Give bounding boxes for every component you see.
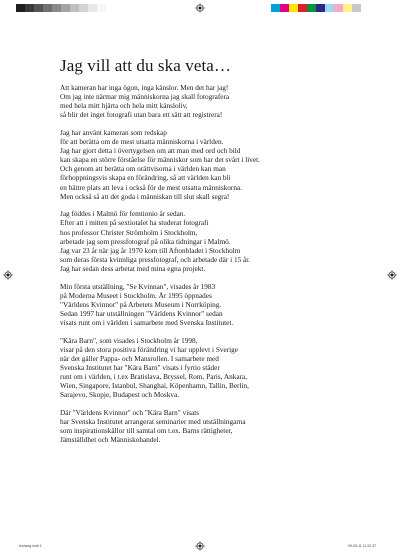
grayscale-swatch: [34, 4, 43, 12]
text-line: Jag har gjort detta i övertygelsen om att man med ord och bild: [60, 147, 241, 156]
file-slug: lerviaeg.indd 1: [19, 544, 42, 548]
text-line: Att kameran har inga ögon, inga känslor. Men det har jag!: [60, 84, 229, 92]
grayscale-swatch: [70, 4, 79, 12]
text-line: med hela mitt hjärta och hela mitt känsloliv,: [60, 102, 188, 111]
grayscale-swatch: [79, 4, 88, 12]
text-line: förhoppningsvis skapa en förändring, så att världen kan bli: [60, 174, 231, 183]
text-line: när det gäller Pappa- och Mansrollen. I samarbete med: [60, 354, 219, 363]
body-text: [60, 84, 360, 454]
text-line: Efter att i mitten på sextiotalet ha studerat fotografi: [60, 219, 209, 228]
text-line: Jag har använt kameran som redskap: [60, 128, 167, 137]
text-line: för att berätta om de mest utsatta människorna i världen.: [60, 138, 224, 147]
grayscale-swatch: [61, 4, 70, 12]
print-timestamp: 09-05-11 11.02.37: [348, 544, 377, 548]
color-swatch: [289, 4, 298, 12]
text-line: Sedan 1997 har utställningen "Världens Kvinnor" sedan: [60, 309, 223, 318]
text-line: Om jag inte närmar mig människorna jag skall fotografera: [60, 93, 230, 102]
text-line: har Svenska Institutet arrangerat seminarier med utställningarna: [60, 417, 246, 426]
text-line: Jämställdhet och Människohandel.: [60, 436, 161, 445]
paragraph: [60, 84, 360, 120]
grayscale-swatch: [43, 4, 52, 12]
page-title: Jag vill att du ska veta…: [60, 56, 232, 75]
registration-mark-icon: [3, 270, 13, 280]
color-swatch: [343, 4, 352, 12]
paragraph: [60, 210, 360, 274]
text-line: "Kära Barn", som visades i Stockholm år 1998,: [60, 336, 198, 345]
text-line: kan skapa en större förståelse för människor som har det svårt i livet.: [60, 156, 260, 165]
grayscale-swatch: [25, 4, 34, 12]
color-swatch: [307, 4, 316, 12]
text-line: Wien, Singapore, Istanbul, Shanghai, Köpenhamn, Tallin, Berlin,: [60, 382, 249, 391]
text-line: hos professor Christer Strömholm i Stockholm,: [60, 228, 198, 237]
color-swatch: [316, 4, 325, 12]
text-line: Och genom att berätta om orättvisorna i världen kan man: [60, 165, 226, 174]
grayscale-swatch: [97, 4, 106, 12]
text-line: en bättre plats att leva i också för de mest utsatta människorna.: [60, 183, 242, 192]
grayscale-swatch: [16, 4, 25, 12]
text-line: arbetade jag som pressfotograf på olika tidningar i Malmö.: [60, 237, 231, 246]
color-swatch: [271, 4, 280, 12]
color-swatch: [352, 4, 361, 12]
grayscale-swatch: [52, 4, 61, 12]
text-line: Där "Världens Kvinnor" och "Kära Barn" visats: [60, 408, 200, 417]
text-line: Min första utställning, "Se Kvinnan", visades år 1983: [60, 282, 216, 291]
color-swatch: [280, 4, 289, 12]
text-line: som inspirationskällor till samtal om t.ex. Barns rättigheter,: [60, 427, 233, 436]
text-line: Svenska Institutet har "Kära Barn" visats i fyrtio städer: [60, 363, 220, 372]
registration-mark-icon: [195, 3, 205, 13]
color-swatch: [334, 4, 343, 12]
text-line: Jag föddes i Malmö för femtionio år sedan.: [60, 210, 186, 219]
text-line: "Världens Kvinnor" på Arbetets Museum i Norrköping.: [60, 300, 222, 309]
color-calibration-bar: [271, 4, 361, 12]
text-line: runt om i världen, i t.ex Bratislava, Bryssel, Rom, Paris, Ankara,: [60, 373, 248, 381]
registration-mark-icon: [387, 270, 397, 280]
paragraph: [60, 129, 360, 202]
color-swatch: [325, 4, 334, 12]
text-line: som deras första kvinnliga pressfotograf, och arbetade där i 15 år.: [60, 255, 251, 264]
text-line: Men också så att det goda i människan till slut skall segra!: [60, 192, 230, 201]
paragraph: [60, 409, 360, 445]
grayscale-swatch: [88, 4, 97, 12]
paragraph: [60, 283, 360, 328]
text-line: Jag var 23 år när jag år 1970 kom till Aftonbladet i Stockholm: [60, 246, 241, 255]
text-line: så blir det inget fotografi utan bara ett sätt att registrera!: [60, 111, 223, 120]
registration-mark-icon: [195, 541, 205, 551]
text-line: visats runt om i världen i samarbete med Svenska Institutet.: [60, 318, 234, 327]
text-line: Sarajevo, Skopje, Budapest och Moskva.: [60, 391, 180, 400]
text-line: visar på den stora positiva förändring vi har upplevt i Sverige: [60, 345, 238, 354]
text-line: på Moderna Museet i Stockholm. År 1995 öppnades: [60, 291, 212, 300]
grayscale-calibration-bar: [16, 4, 106, 12]
paragraph: [60, 337, 360, 401]
text-line: Jag har sedan dess arbetat med mina egna projekt.: [60, 264, 206, 273]
color-swatch: [298, 4, 307, 12]
